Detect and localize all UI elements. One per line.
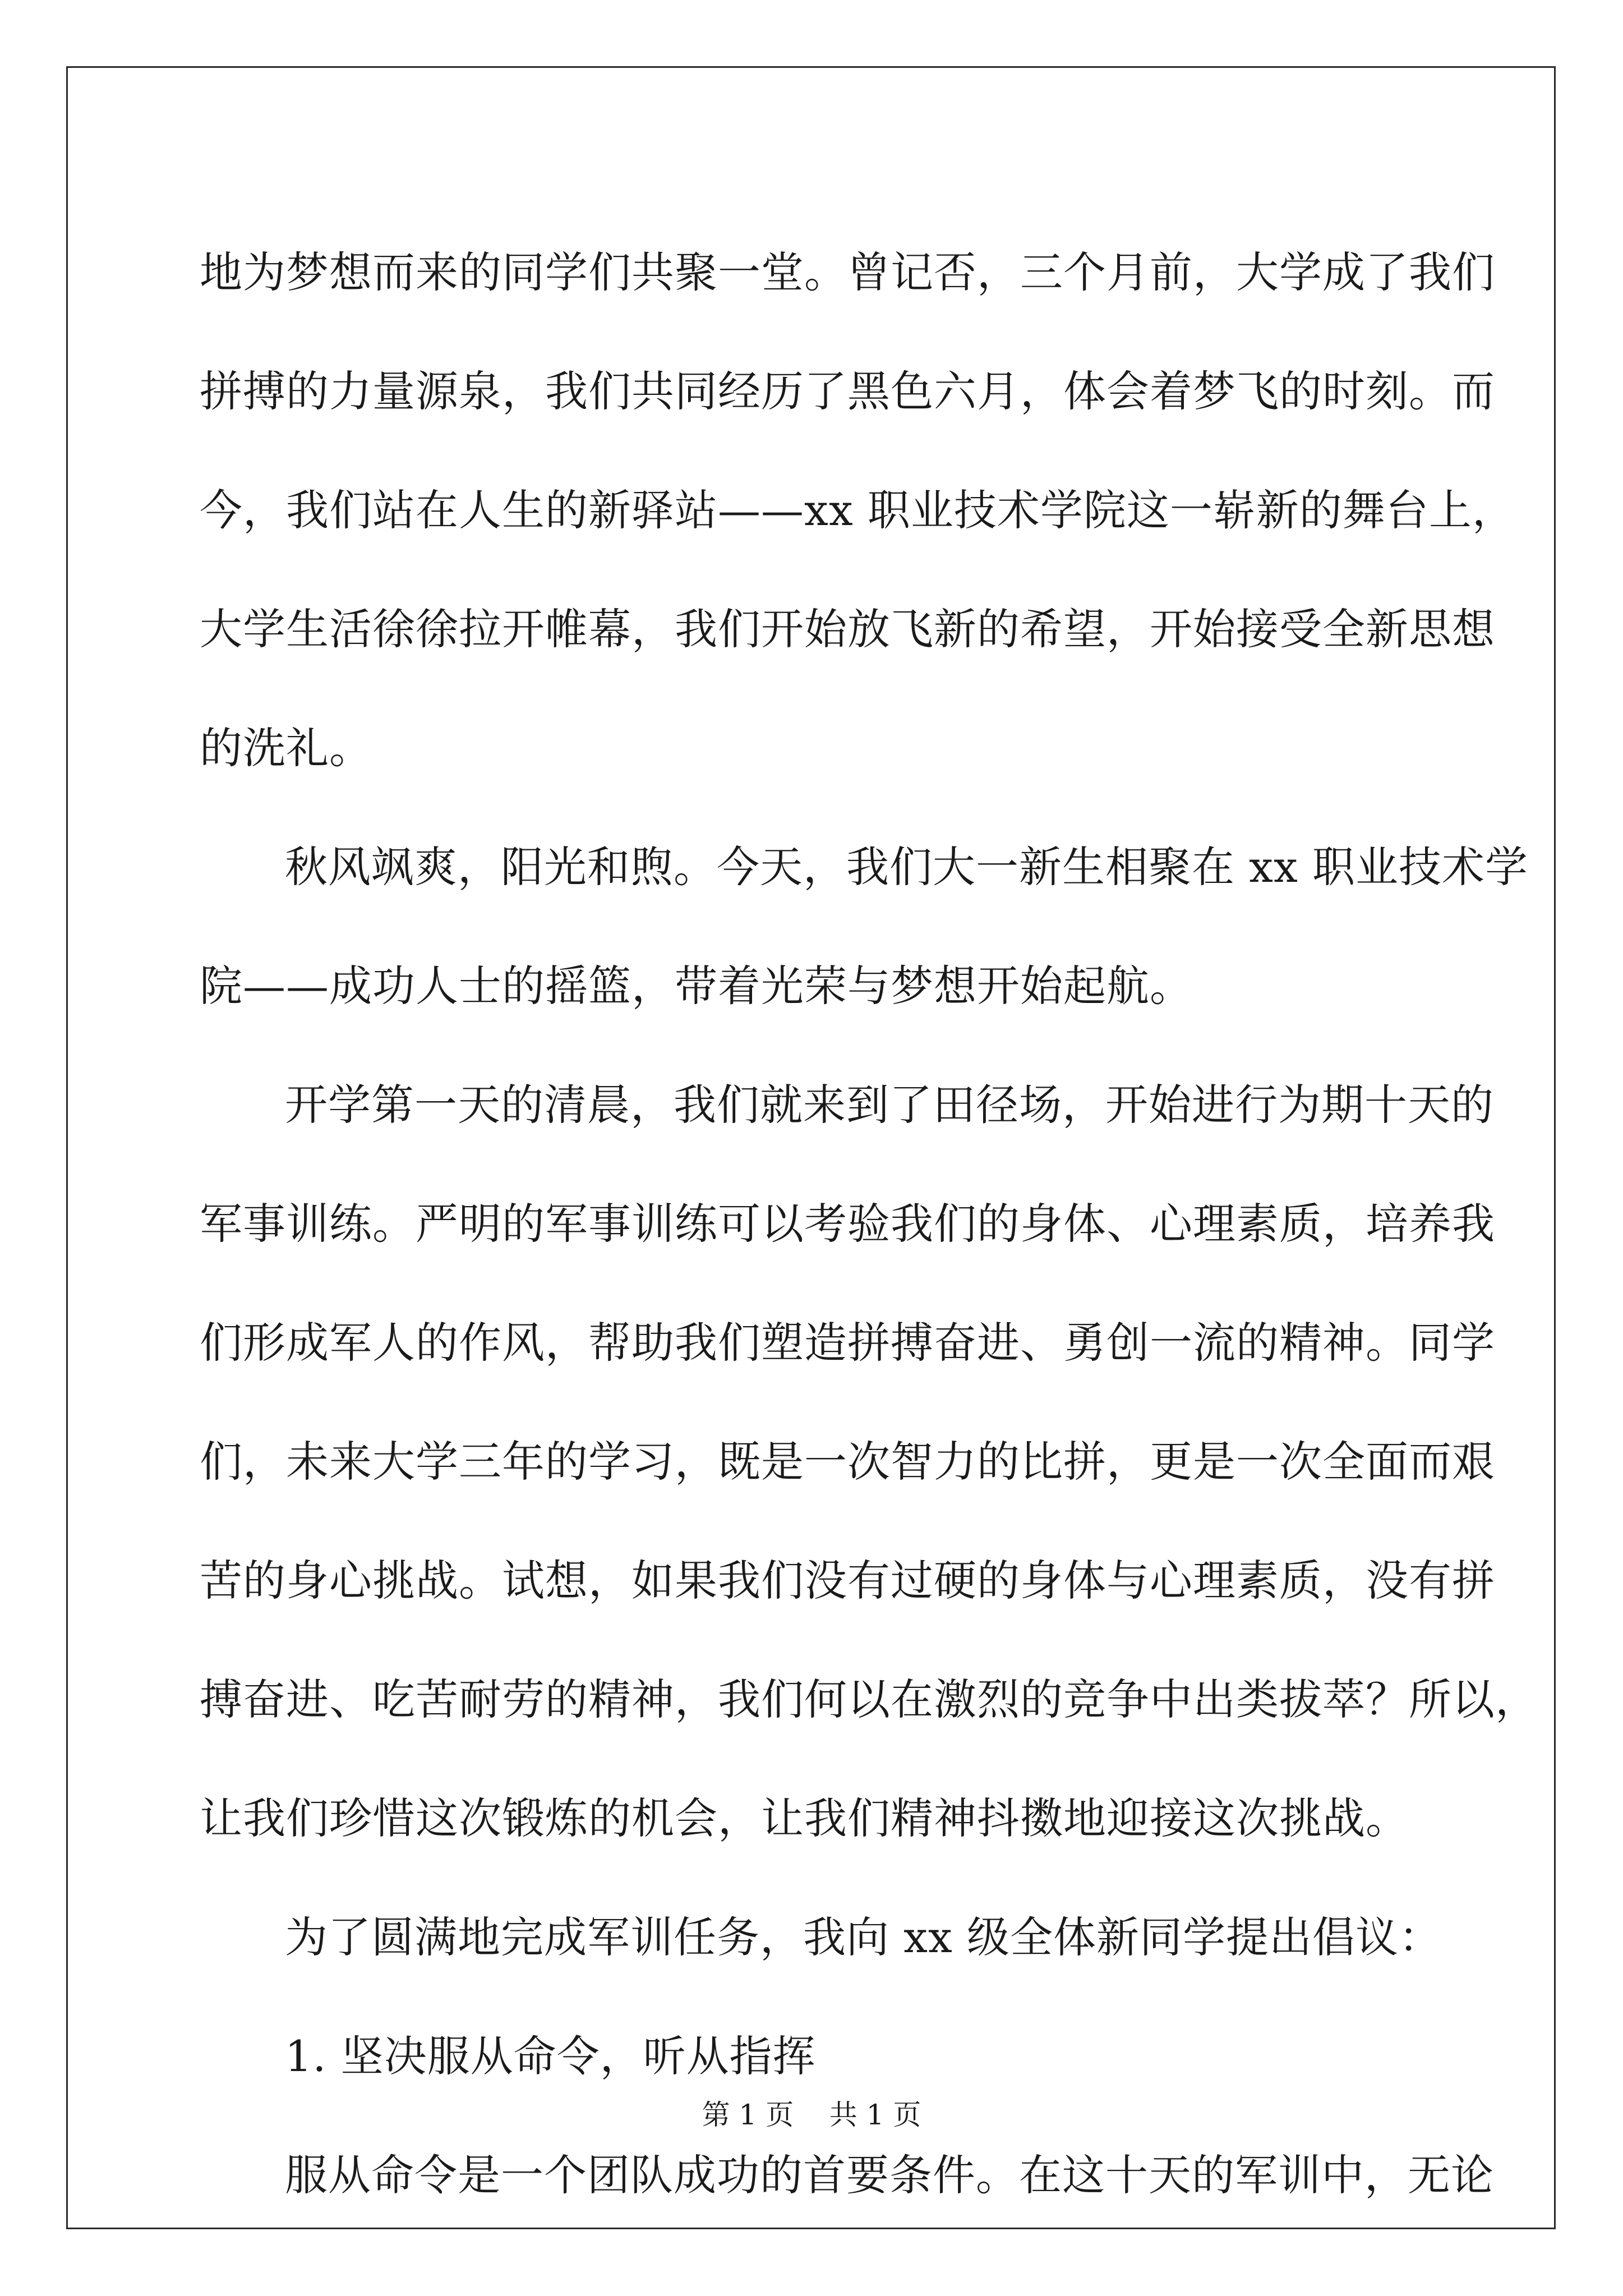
text-line: 开学第一天的清晨，我们就来到了田径场，开始进行为期十天的 (285, 1080, 1494, 1130)
text-line: 让我们珍惜这次锻炼的机会，让我们精神抖擞地迎接这次挑战。 (200, 1793, 1409, 1843)
text-line: 的洗礼。 (200, 723, 372, 773)
page-footer: 第 1 页 共 1 页 (702, 2099, 921, 2131)
text-line: 们形成军人的作风，帮助我们塑造拼搏奋进、勇创一流的精神。同学 (200, 1318, 1495, 1368)
text-line: 秋风飒爽，阳光和煦。今天，我们大一新生相聚在 xx 职业技术学 (285, 842, 1529, 892)
text-line: 军事训练。严明的军事训练可以考验我们的身体、心理素质，培养我 (200, 1199, 1495, 1249)
text-line: 大学生活徐徐拉开帷幕，我们开始放飞新的希望，开始接受全新思想 (200, 604, 1495, 654)
text-line: 今，我们站在人生的新驿站——xx 职业技术学院这一崭新的舞台上， (200, 485, 1515, 535)
text-line: 服从命令是一个团队成功的首要条件。在这十天的军训中，无论 (285, 2150, 1494, 2200)
text-line: 院——成功人士的摇篮，带着光荣与梦想开始起航。 (200, 961, 1193, 1011)
text-line: 地为梦想而来的同学们共聚一堂。曾记否，三个月前，大学成了我们 (200, 247, 1495, 297)
text-line: 1. 坚决服从命令，听从指挥 (285, 2031, 816, 2081)
text-line: 苦的身心挑战。试想，如果我们没有过硬的身体与心理素质，没有拼 (200, 1556, 1495, 1605)
text-line: 为了圆满地完成军训任务，我向 xx 级全体新同学提出倡议： (285, 1912, 1442, 1962)
document-body (200, 213, 1538, 2235)
text-line: 拼搏的力量源泉，我们共同经历了黑色六月，体会着梦飞的时刻。而 (200, 366, 1495, 416)
text-line: 搏奋进、吃苦耐劳的精神，我们何以在激烈的竞争中出类拔萃？所以， (200, 1674, 1538, 1724)
text-line: 们，未来大学三年的学习，既是一次智力的比拼，更是一次全面而艰 (200, 1437, 1495, 1487)
